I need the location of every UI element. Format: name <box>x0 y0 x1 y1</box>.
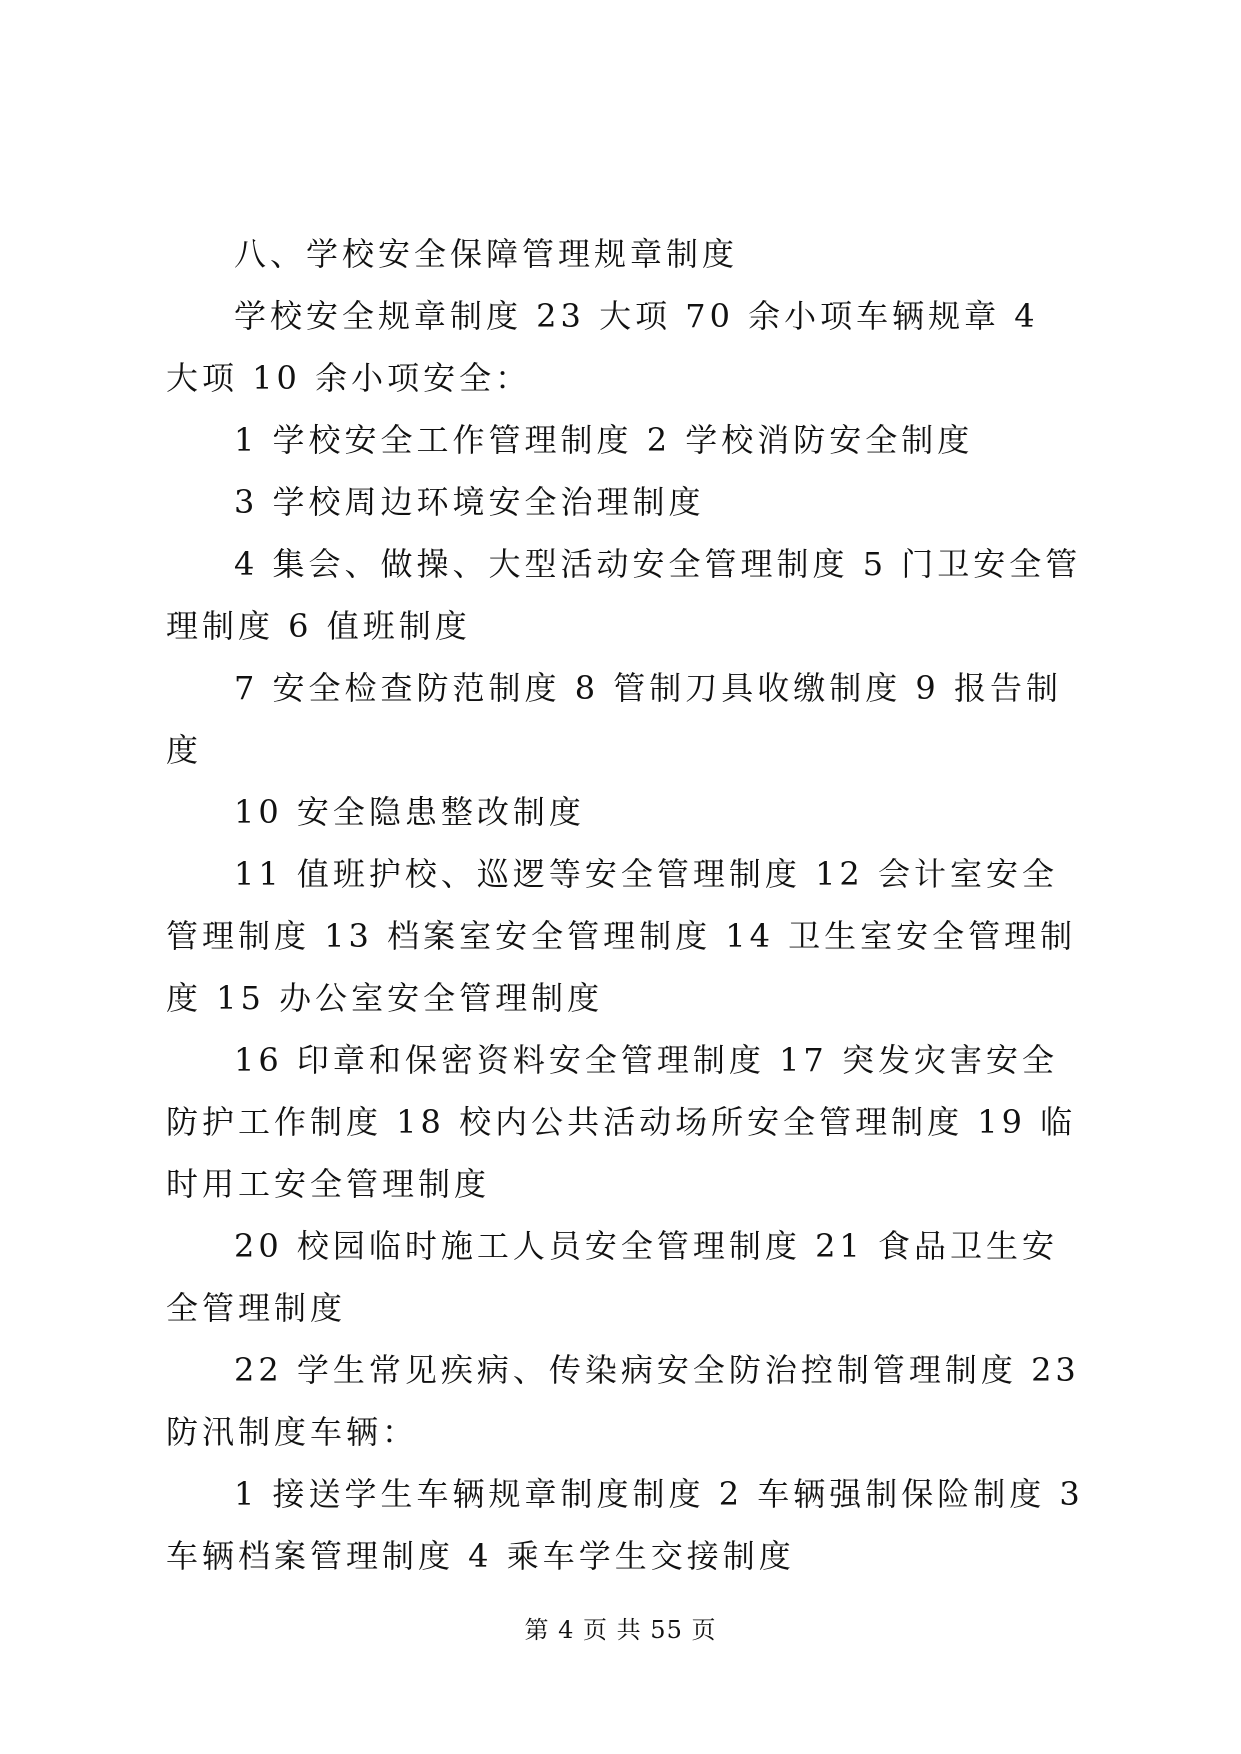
paragraph: 20 校园临时施工人员安全管理制度 21 食品卫生安全管理制度 <box>166 1227 1058 1327</box>
paragraph: 1 学校安全工作管理制度 2 学校消防安全制度 <box>234 421 974 459</box>
paragraph: 学校安全规章制度 23 大项 70 余小项车辆规章 4 大项 10 余小项安全： <box>166 297 1039 397</box>
document-body <box>166 223 1086 1587</box>
paragraph: 11 值班护校、巡逻等安全管理制度 12 会计室安全管理制度 13 档案室安全管理制度 14 卫生室安全管理制度 15 办公室安全管理制度 <box>166 855 1077 1017</box>
paragraph: 22 学生常见疾病、传染病安全防治控制管理制度 23 防汛制度车辆： <box>166 1351 1080 1451</box>
paragraph: 4 集会、做操、大型活动安全管理制度 5 门卫安全管理制度 6 值班制度 <box>166 545 1082 645</box>
paragraph: 3 学校周边环境安全治理制度 <box>234 483 705 521</box>
paragraph: 16 印章和保密资料安全管理制度 17 突发灾害安全防护工作制度 18 校内公共活动场所安全管理制度 19 临时用工安全管理制度 <box>166 1041 1077 1203</box>
paragraph: 7 安全检查防范制度 8 管制刀具收缴制度 9 报告制度 <box>166 669 1062 769</box>
paragraph: 10 安全隐患整改制度 <box>234 793 585 831</box>
section-heading: 八、学校安全保障管理规章制度 <box>234 235 739 273</box>
page-footer: 第 4 页 共 55 页 <box>524 1616 717 1644</box>
paragraph: 1 接送学生车辆规章制度制度 2 车辆强制保险制度 3 车辆档案管理制度 4 乘车学生交接制度 <box>166 1475 1084 1575</box>
